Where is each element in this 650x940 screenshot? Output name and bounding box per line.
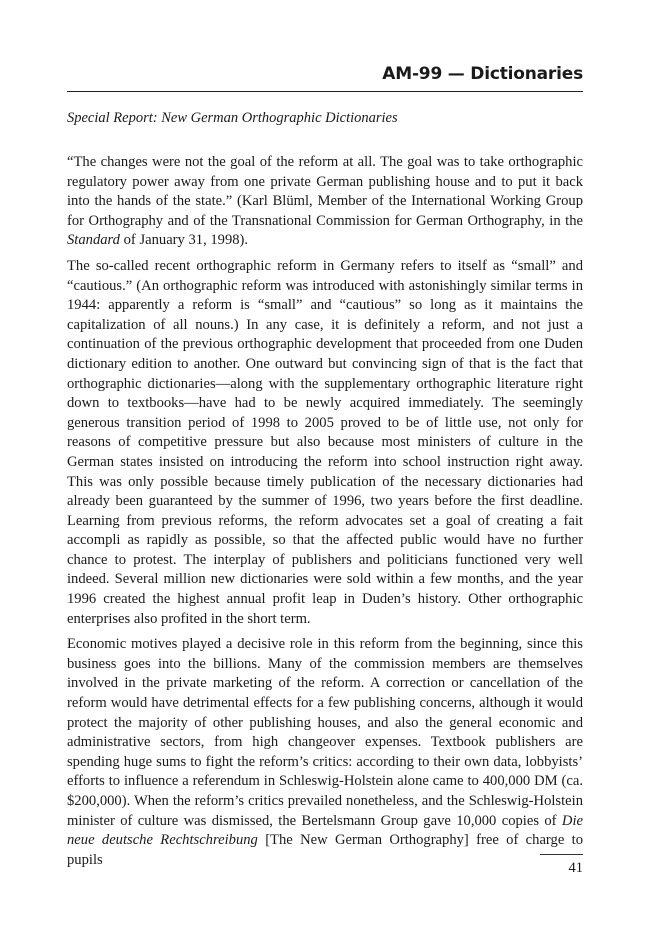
page-number: 41 bbox=[568, 860, 583, 876]
header-rule bbox=[67, 91, 583, 92]
paragraph-1 bbox=[67, 153, 583, 251]
paragraph-1-text-a: “The changes were not the goal of the reform at all. The goal was to take orthographic regulatory power away from one private German publishing house and to put it back into the hands of the state.” (Karl Blüml, Member of the International Working Group for Orthography and of the Transnational Commission for German Orthography, in the bbox=[67, 154, 583, 229]
paragraph-3-text-a: Economic motives played a decisive role in this reform from the beginning, since this business goes into the billions. Many of the commission members are themselves involved in the private marketing of the reform. A correction or cancellation of the reform would have detrimental effects for a few publishing concerns, although it would protect the majority of other publishing houses, and also the general economic and administrative sectors, from high changeover expenses. Textbook publishers are spending huge sums to fight the reform’s critics: according to their own data, lobbyists’ efforts to influence a referendum in Schleswig-Holstein alone came to 400,000 DM (ca. $200,000). When the reform’s critics prevailed nonetheless, and the Schleswig-Holstein minister of culture was dismissed, the Bertelsmann Group gave 10,000 copies of bbox=[67, 636, 583, 829]
paragraph-3-text-b: [The New German Orthography] free of charge to pupils bbox=[67, 832, 583, 868]
paragraph-3 bbox=[67, 635, 583, 870]
paragraph-2: The so-called recent orthographic reform in Germany refers to itself as “small” and “cautious.” (An orthographic reform was introduced with astonishingly similar terms in 1944: apparently a reform is “small” and “cautious” so long as it maintains the capitalization of all nouns.) In any case, it is definitely a reform, and not just a continuation of the previous orthographic development that proceeded from one Duden dictionary edition to another. One outward but convincing sign of that is the fact that orthographic dictionaries—along with the supplementary orthographic literature right down to textbooks—have had to be newly acquired immediately. The seemingly generous transition period of 1998 to 2005 proved to be of little use, not only for reasons of competitive pressure but also because most ministers of culture in the German states insisted on introducing the reform into school instruction right away. This was only possible because timely publication of the necessary dictionaries had already been guaranteed by the summer of 1996, two years before the first deadline. Learning from previous reforms, the reform advocates set a goal of creating a fait accompli as rapidly as possible, so that the affected public would have no further chance to protest. The interplay of publishers and politicians functioned very well indeed. Several million new dictionaries were sold within a few months, and the year 1996 created the highest annual profit leap in Duden’s history. Other orthographic enterprises also profited in the short term. bbox=[67, 257, 583, 627]
paragraph-3-italic: Die neue deutsche Rechtschreibung bbox=[67, 812, 583, 849]
paragraph-1-text-b: of January 31, 1998). bbox=[119, 232, 249, 249]
body-text bbox=[67, 153, 583, 876]
paragraph-1-italic: Standard bbox=[67, 232, 120, 249]
running-header: AM-99 — Dictionaries bbox=[382, 64, 583, 84]
footer-rule bbox=[540, 854, 583, 855]
section-subtitle: Special Report: New German Orthographic Dictionaries bbox=[67, 110, 398, 126]
